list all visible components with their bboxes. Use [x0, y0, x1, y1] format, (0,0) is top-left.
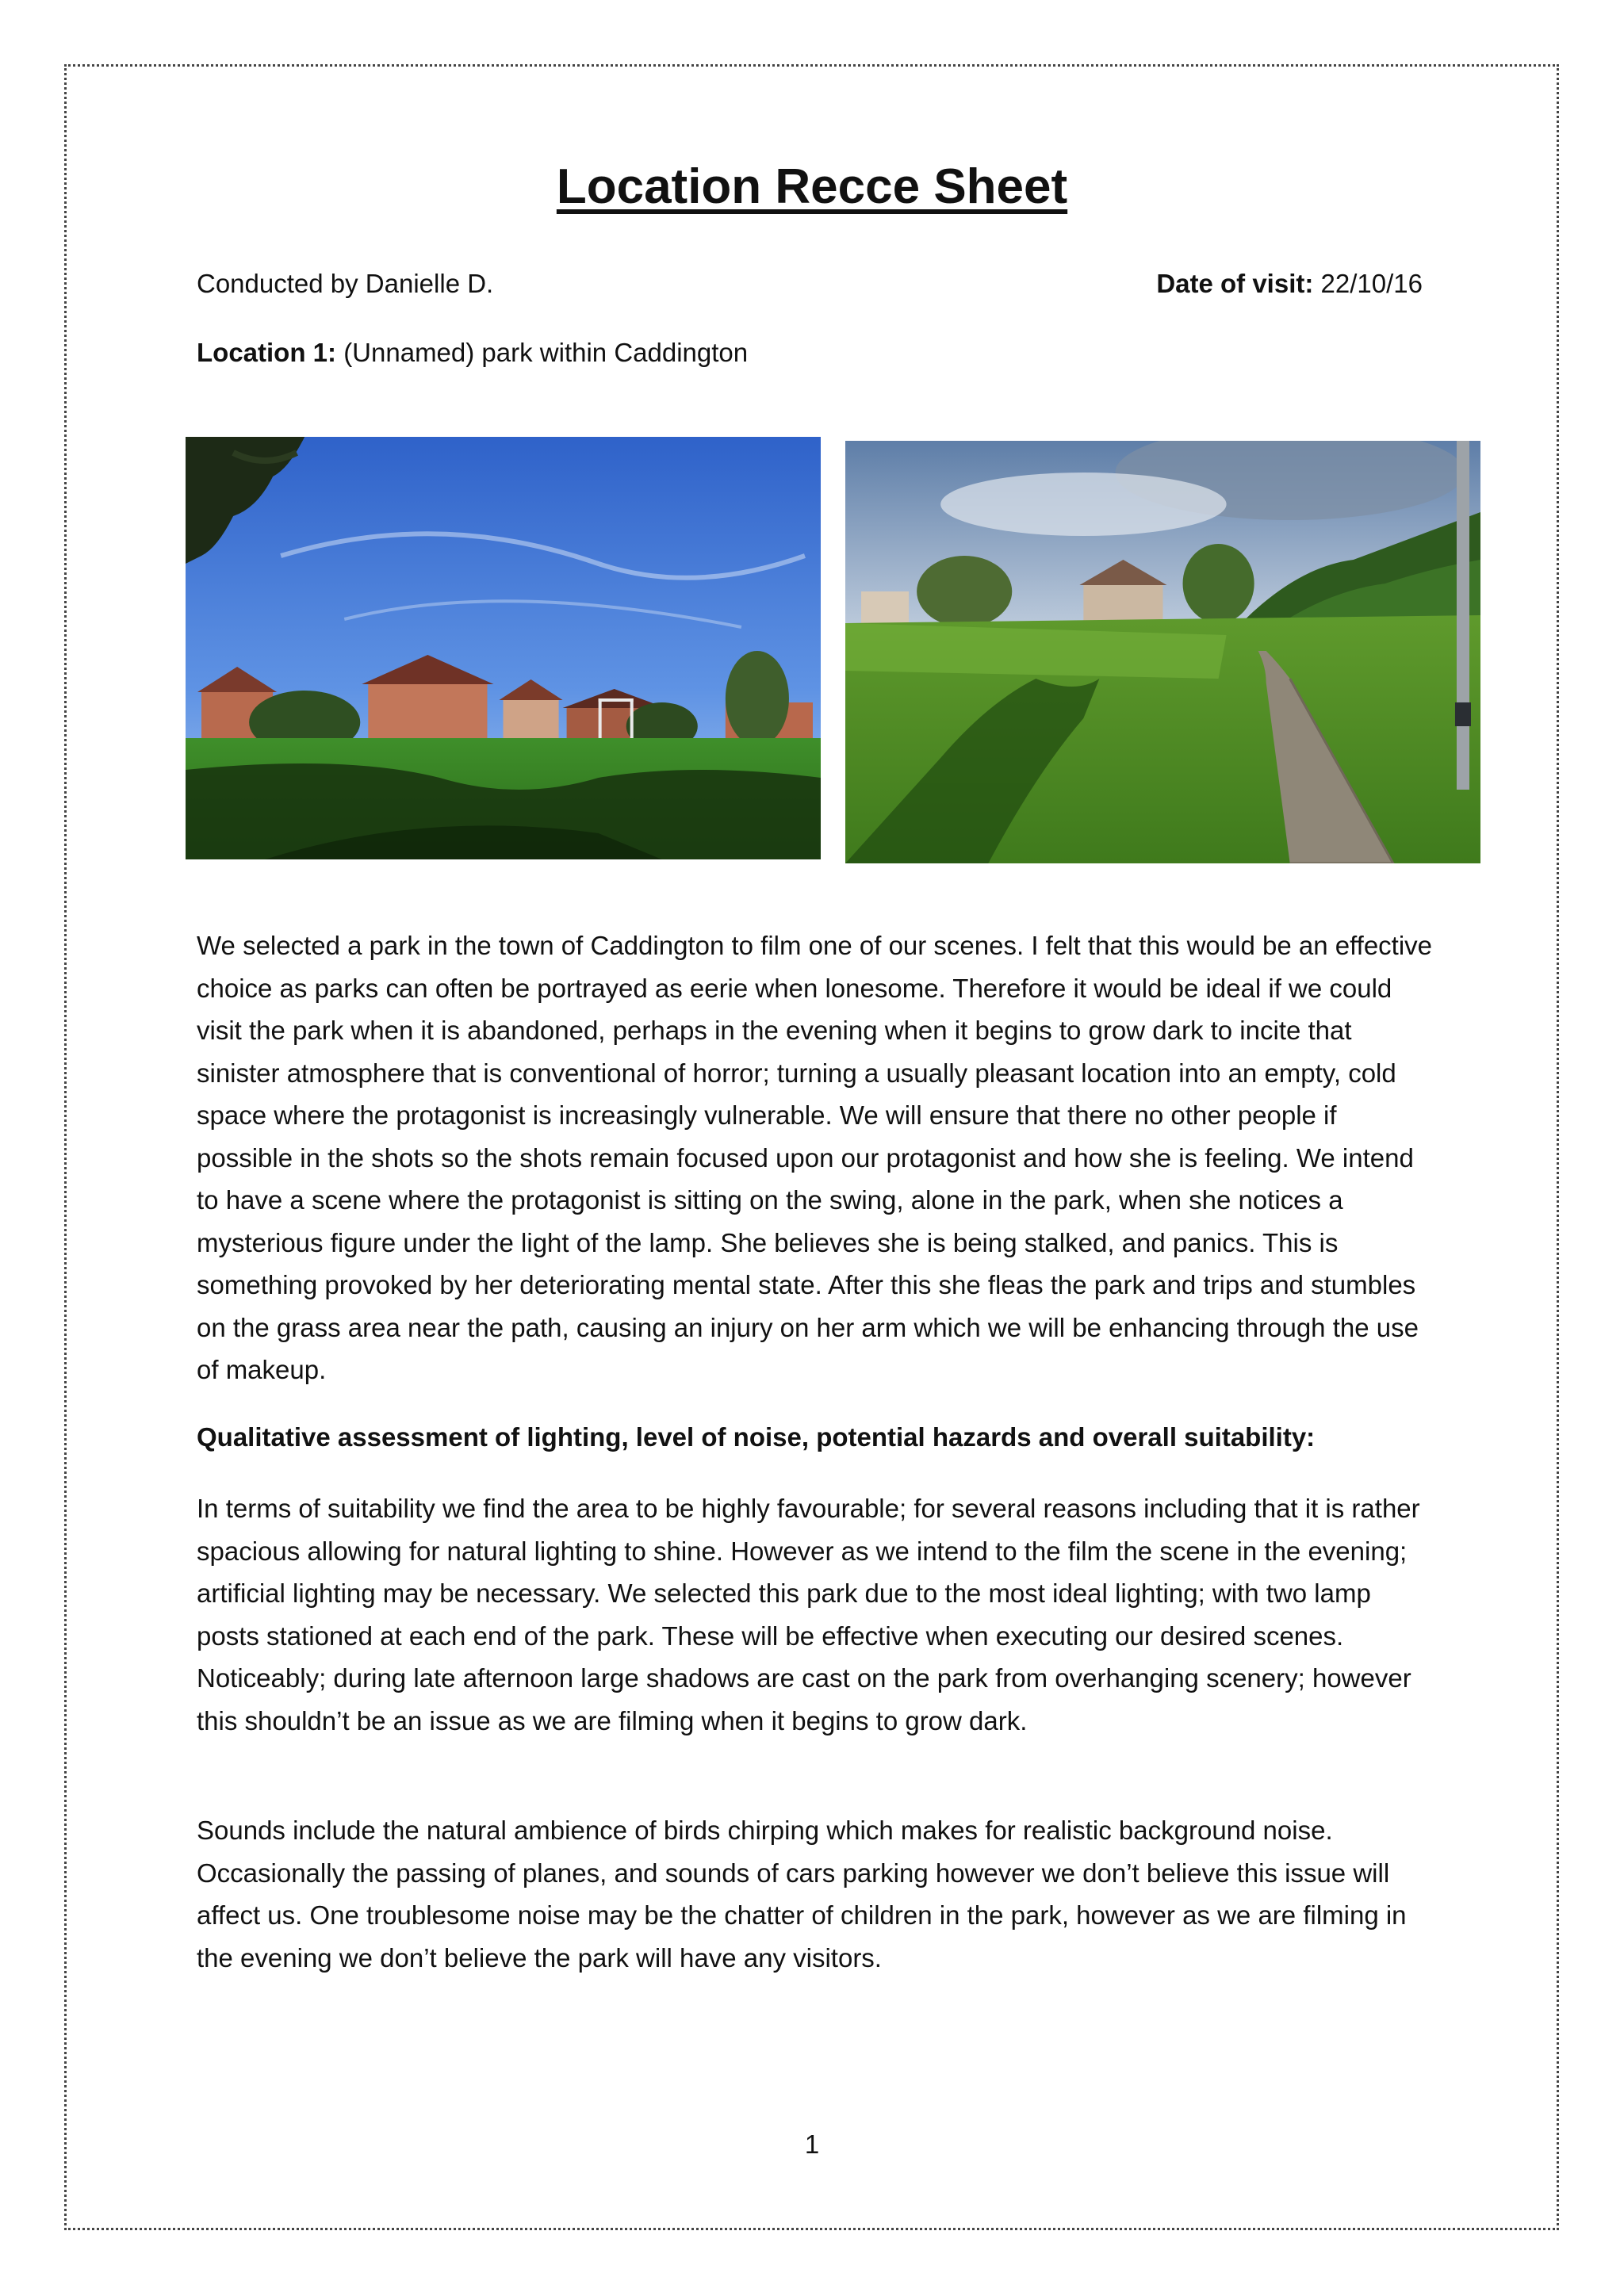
- park-photo-path: [845, 441, 1480, 863]
- assessment-heading: Qualitative assessment of lighting, level of noise, potential hazards and overall suitability:: [197, 1422, 1316, 1452]
- paragraph-sounds: Sounds include the natural ambience of birds chirping which makes for realistic background noise. Occasionally the passing of planes, and sounds of cars parking however we don’t believe this issue will affect us. One troublesome noise may be the chatter of children in the park, however as we are filming in the evening we don’t believe the park will have any visitors.: [197, 1816, 1407, 1973]
- conducted-by: Conducted by Danielle D.: [197, 269, 494, 298]
- page-number: 1: [804, 2130, 820, 2159]
- paragraph-description: We selected a park in the town of Caddington to film one of our scenes. I felt that this would be an effective choice as parks can often be portrayed as eerie when lonesome. Therefore it would be ideal if we could visit the park when it is abandoned, perhaps in the evening when it begins to grow dark to incite that sinister atmosphere that is conventional of horror; turning a usually pleasant location into an empty, cold space where the protagonist is increasingly vulnerable. We will ensure that there no other people if possible in the shots so the shots remain focused upon our protagonist and how she is feeling. We intend to have a scene where the protagonist is sitting on the swing, alone in the park, when she notices a mysterious figure under the light of the lamp. She believes she is being stalked, and panics. This is something provoked by her deteriorating mental state. After this she fleas the park and trips and stumbles on the grass area near the path, causing an injury on her arm which we will be enhancing through the use of makeup.: [197, 931, 1433, 1384]
- date-of-visit: [1156, 268, 1423, 300]
- location-label: Location 1:: [197, 338, 337, 367]
- date-value: 22/10/16: [1320, 269, 1423, 298]
- location-value: (Unnamed) park within Caddington: [343, 338, 749, 367]
- paragraph-suitability: In terms of suitability we find the area to be highly favourable; for several reasons including that it is rather spacious allowing for natural lighting to shine. However as we intend to the film the scene in the evening; artificial lighting may be necessary. We selected this park due to the most ideal lighting; with two lamp posts stationed at each end of the park. These will be effective when executing our desired scenes. Noticeably; during late afternoon large shadows are cast on the park from overhanging scenery; however this shouldn’t be an issue as we are filming when it begins to grow dark.: [197, 1494, 1420, 1735]
- page-title: Location Recce Sheet: [556, 159, 1068, 214]
- park-photo-wide: [186, 437, 821, 859]
- location-line: [197, 337, 748, 369]
- date-label: Date of visit:: [1156, 269, 1314, 298]
